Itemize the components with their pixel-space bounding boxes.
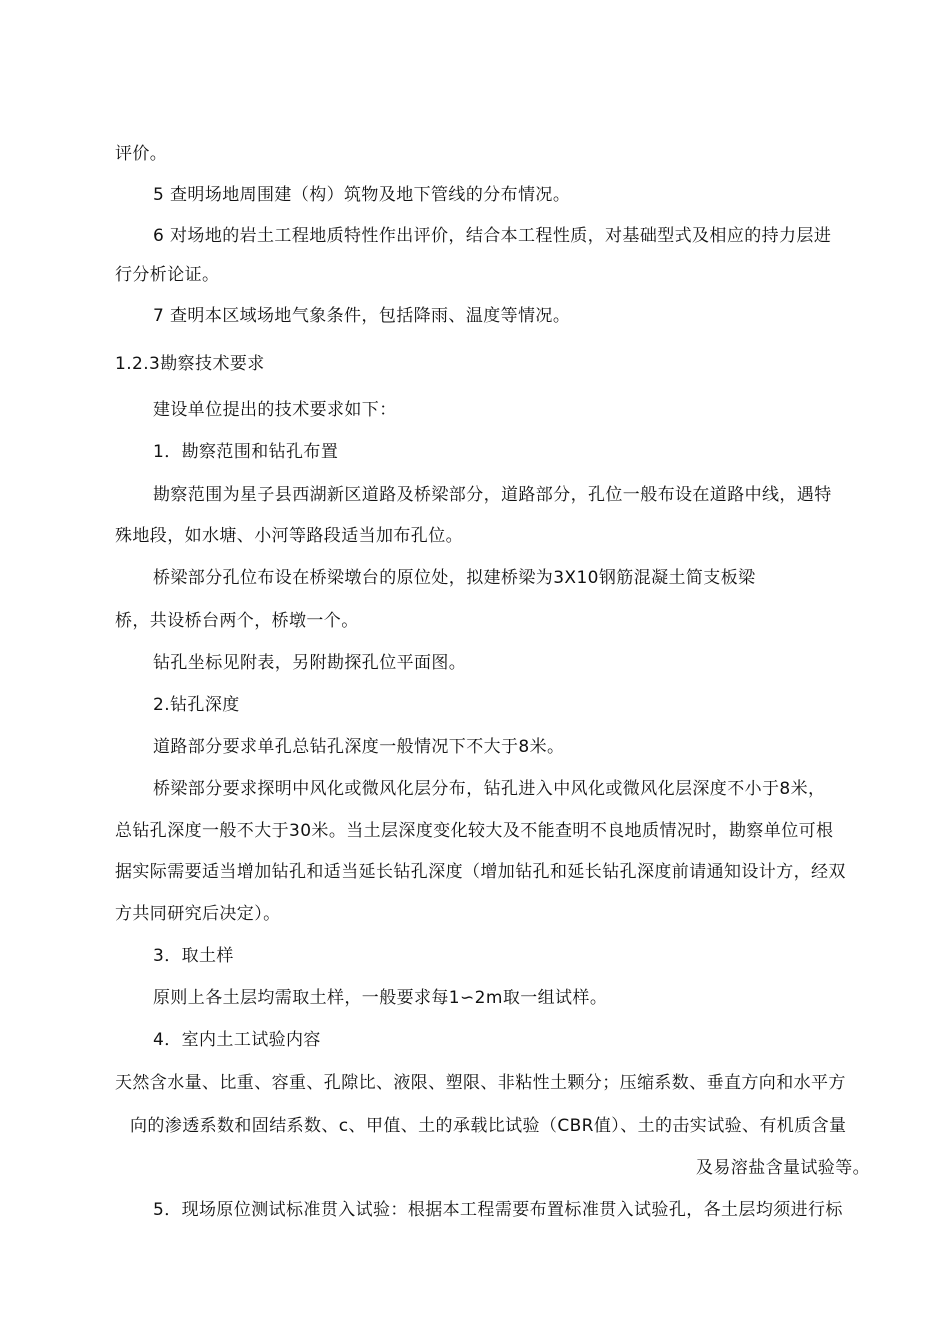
paragraph: 勘察范围为星子县西湖新区道路及桥梁部分，道路部分，孔位一般布设在道路中线，遇特 — [153, 485, 832, 505]
paragraph: 道路部分要求单孔总钻孔深度一般情况下不大于8米。 — [153, 737, 565, 757]
paragraph: 桥梁部分孔位布设在桥梁墩台的原位处，拟建桥梁为3X10钢筋混凝土简支板梁 — [153, 568, 756, 588]
section-heading: 1.2.3勘察技术要求 — [115, 354, 265, 374]
paragraph: 建设单位提出的技术要求如下： — [153, 400, 397, 420]
paragraph: 原则上各土层均需取土样，一般要求每1∽2m取一组试样。 — [153, 988, 608, 1008]
subsection-heading: 1．勘察范围和钻孔布置 — [153, 442, 339, 462]
text-line: 总钻孔深度一般不大于30米。当土层深度变化较大及不能查明不良地质情况时，勘察单位可根 — [115, 821, 834, 841]
text-line: 天然含水量、比重、容重、孔隙比、液限、塑限、非粘性土颗分；压缩系数、垂直方向和水平方 — [115, 1073, 846, 1093]
list-item: 5 查明场地周围建（构）筑物及地下管线的分布情况。 — [153, 185, 571, 205]
list-item: 7 查明本区域场地气象条件，包括降雨、温度等情况。 — [153, 306, 571, 326]
text-line: 桥，共设桥台两个，桥墩一个。 — [115, 611, 359, 631]
text-line: 及易溶盐含量试验等。 — [696, 1158, 870, 1178]
text-line: 方共同研究后决定）。 — [115, 904, 281, 924]
text-line: 评价。 — [115, 144, 168, 164]
subsection-heading: 4．室内土工试验内容 — [153, 1030, 321, 1050]
text-line: 据实际需要适当增加钻孔和适当延长钻孔深度（增加钻孔和延长钻孔深度前请通知设计方，经双 — [115, 862, 846, 882]
paragraph: 桥梁部分要求探明中风化或微风化层分布，钻孔进入中风化或微风化层深度不小于8米， — [153, 779, 826, 799]
text-line: 行分析论证。 — [115, 265, 220, 285]
text-line: 殊地段，如水塘、小河等路段适当加布孔位。 — [115, 526, 463, 546]
subsection-heading: 5．现场原位测试标准贯入试验：根据本工程需要布置标准贯入试验孔，各土层均须进行标 — [153, 1200, 843, 1220]
list-item: 6 对场地的岩土工程地质特性作出评价，结合本工程性质，对基础型式及相应的持力层进 — [153, 226, 832, 246]
paragraph: 钻孔坐标见附表，另附勘探孔位平面图。 — [153, 653, 467, 673]
subsection-heading: 3．取土样 — [153, 946, 234, 966]
subsection-heading: 2.钻孔深度 — [153, 695, 240, 715]
text-line: 向的渗透系数和固结系数、c、甲值、土的承载比试验（CBR值）、土的击实试验、有机质含量 — [130, 1116, 847, 1136]
